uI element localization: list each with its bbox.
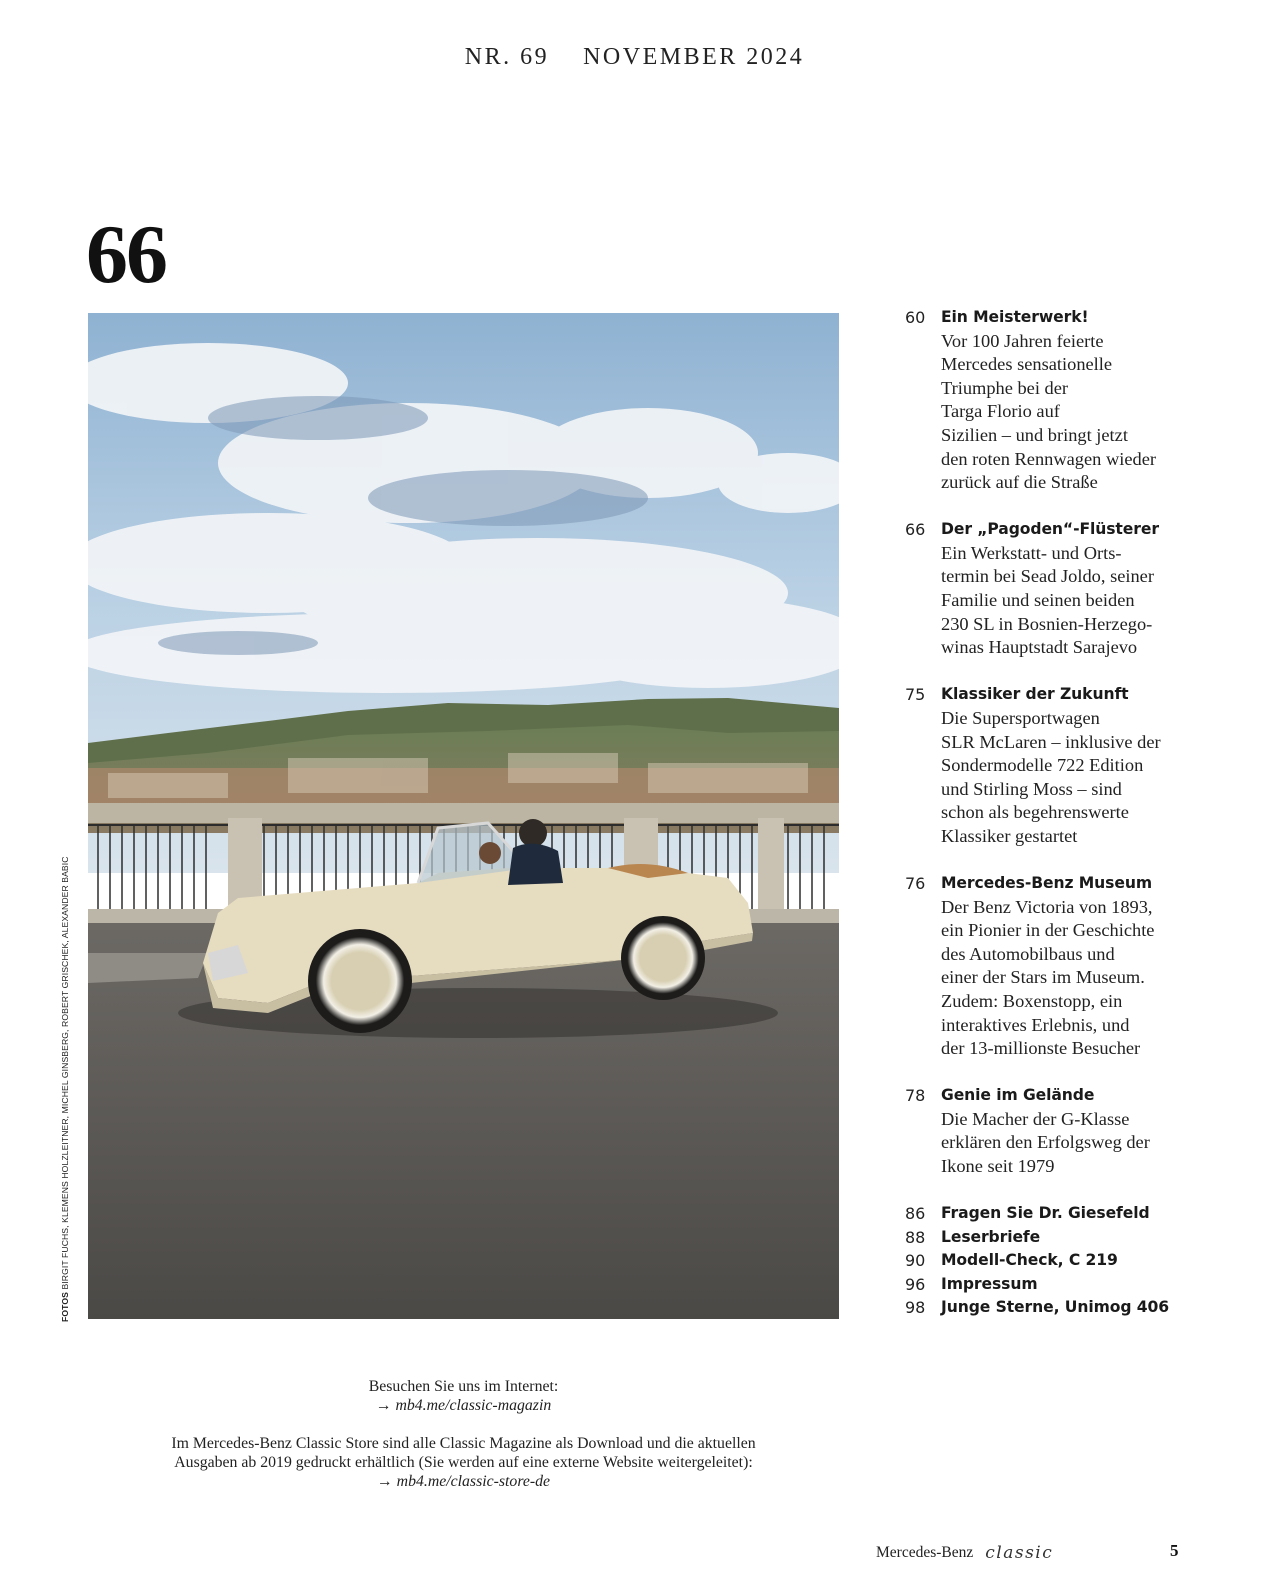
- toc-title: Modell-Check, C 219: [941, 1251, 1118, 1270]
- toc-title: Fragen Sie Dr. Giesefeld: [941, 1204, 1150, 1223]
- toc-title: Genie im Gelände: [941, 1086, 1095, 1105]
- toc-page-number: 90: [905, 1251, 926, 1271]
- toc-title: Ein Meisterwerk!: [941, 308, 1089, 326]
- brand-name: Mercedes-Benz: [876, 1544, 974, 1561]
- toc-entry[interactable]: [905, 518, 1235, 660]
- brand-logo: [876, 1543, 1053, 1563]
- folio-page-number: 5: [1170, 1541, 1179, 1560]
- toc-page-number: 75: [905, 685, 926, 705]
- table-of-contents: [905, 306, 1235, 1320]
- toc-short-entry[interactable]: [905, 1202, 1235, 1226]
- toc-title: Junge Sterne, Unimog 406: [941, 1298, 1169, 1317]
- toc-description: Der Benz Victoria von 1893, ein Pionier in der Geschichte des Automobilbaus und einer der Stars im Museum. Zudem: Boxenstopp, ein interaktives Erlebnis, und der 13-millionste Besucher: [941, 896, 1155, 1059]
- toc-page-number: 66: [905, 520, 926, 540]
- toc-page-number: 76: [905, 873, 926, 893]
- toc-short-entry[interactable]: [905, 1226, 1235, 1250]
- store-link[interactable]: → mb4.me/classic-store-de: [376, 1473, 551, 1490]
- visit-text: Besuchen Sie uns im Internet:: [368, 1378, 559, 1395]
- toc-page-number: 78: [905, 1086, 926, 1106]
- toc-entry[interactable]: [905, 1084, 1235, 1178]
- store-text-line-1: Im Mercedes-Benz Classic Store sind alle Classic Magazine als Download und die aktuellen: [171, 1435, 756, 1452]
- credits-names: BIRGIT FUCHS, KLEMENS HOLZLEITNER, MICHEL GINSBERG, ROBERT GRISCHEK, ALEXANDER BABIC: [60, 856, 70, 1290]
- toc-entry[interactable]: [905, 683, 1235, 848]
- toc-entry[interactable]: [905, 306, 1235, 495]
- credits-label: FOTOS: [60, 1292, 70, 1322]
- issue-number: NR. 69: [464, 44, 550, 70]
- toc-description: Vor 100 Jahren feierte Mercedes sensationelle Triumphe bei der Targa Florio auf Sizilien – und bringt jetzt den roten Rennwagen wieder zurück auf die Straße: [941, 330, 1156, 493]
- feature-page-number: 66: [86, 208, 166, 301]
- store-text-line-2: Ausgaben ab 2019 gedruckt erhältlich (Sie werden auf eine externe Website weitergeleitet):: [174, 1454, 753, 1471]
- toc-description: Die Macher der G-Klasse erklären den Erfolgsweg der Ikone seit 1979: [941, 1108, 1150, 1176]
- car-convertible-photo: [88, 313, 839, 1319]
- store-block: [88, 1434, 839, 1491]
- toc-title: Leserbriefe: [941, 1227, 1041, 1246]
- toc-short-entry[interactable]: [905, 1296, 1235, 1320]
- feature-photo[interactable]: [88, 313, 839, 1319]
- visit-block: [88, 1377, 839, 1415]
- toc-page-number: 60: [905, 308, 926, 327]
- toc-page-number: 88: [905, 1227, 926, 1247]
- toc-title: Impressum: [941, 1274, 1038, 1293]
- toc-short-entry[interactable]: [905, 1273, 1235, 1297]
- visit-link[interactable]: → mb4.me/classic-magazin: [375, 1397, 552, 1414]
- toc-entry[interactable]: [905, 872, 1235, 1061]
- toc-page-number: 98: [905, 1298, 926, 1318]
- toc-title: Klassiker der Zukunft: [941, 685, 1129, 704]
- toc-short-entry[interactable]: [905, 1249, 1235, 1273]
- toc-title: Der „Pagoden“-Flüsterer: [941, 520, 1159, 539]
- toc-page-number: 86: [905, 1204, 926, 1224]
- toc-page-number: 96: [905, 1274, 926, 1294]
- toc-description: Ein Werkstatt- und Orts- termin bei Sead Joldo, seiner Familie und seinen beiden 230 SL in Bosnien-Herzego- winas Hauptstadt Sarajevo: [941, 542, 1154, 658]
- brand-script: classic: [985, 1543, 1054, 1563]
- issue-date: NOVEMBER 2024: [583, 44, 805, 70]
- photo-credits: [60, 856, 70, 1322]
- issue-header: [0, 44, 1269, 71]
- toc-title: Mercedes-Benz Museum: [941, 873, 1152, 892]
- toc-description: Die Supersportwagen SLR McLaren – inklusive der Sondermodelle 722 Edition und Stirling Moss – sind schon als begehrenswerte Klassiker gestartet: [941, 707, 1161, 846]
